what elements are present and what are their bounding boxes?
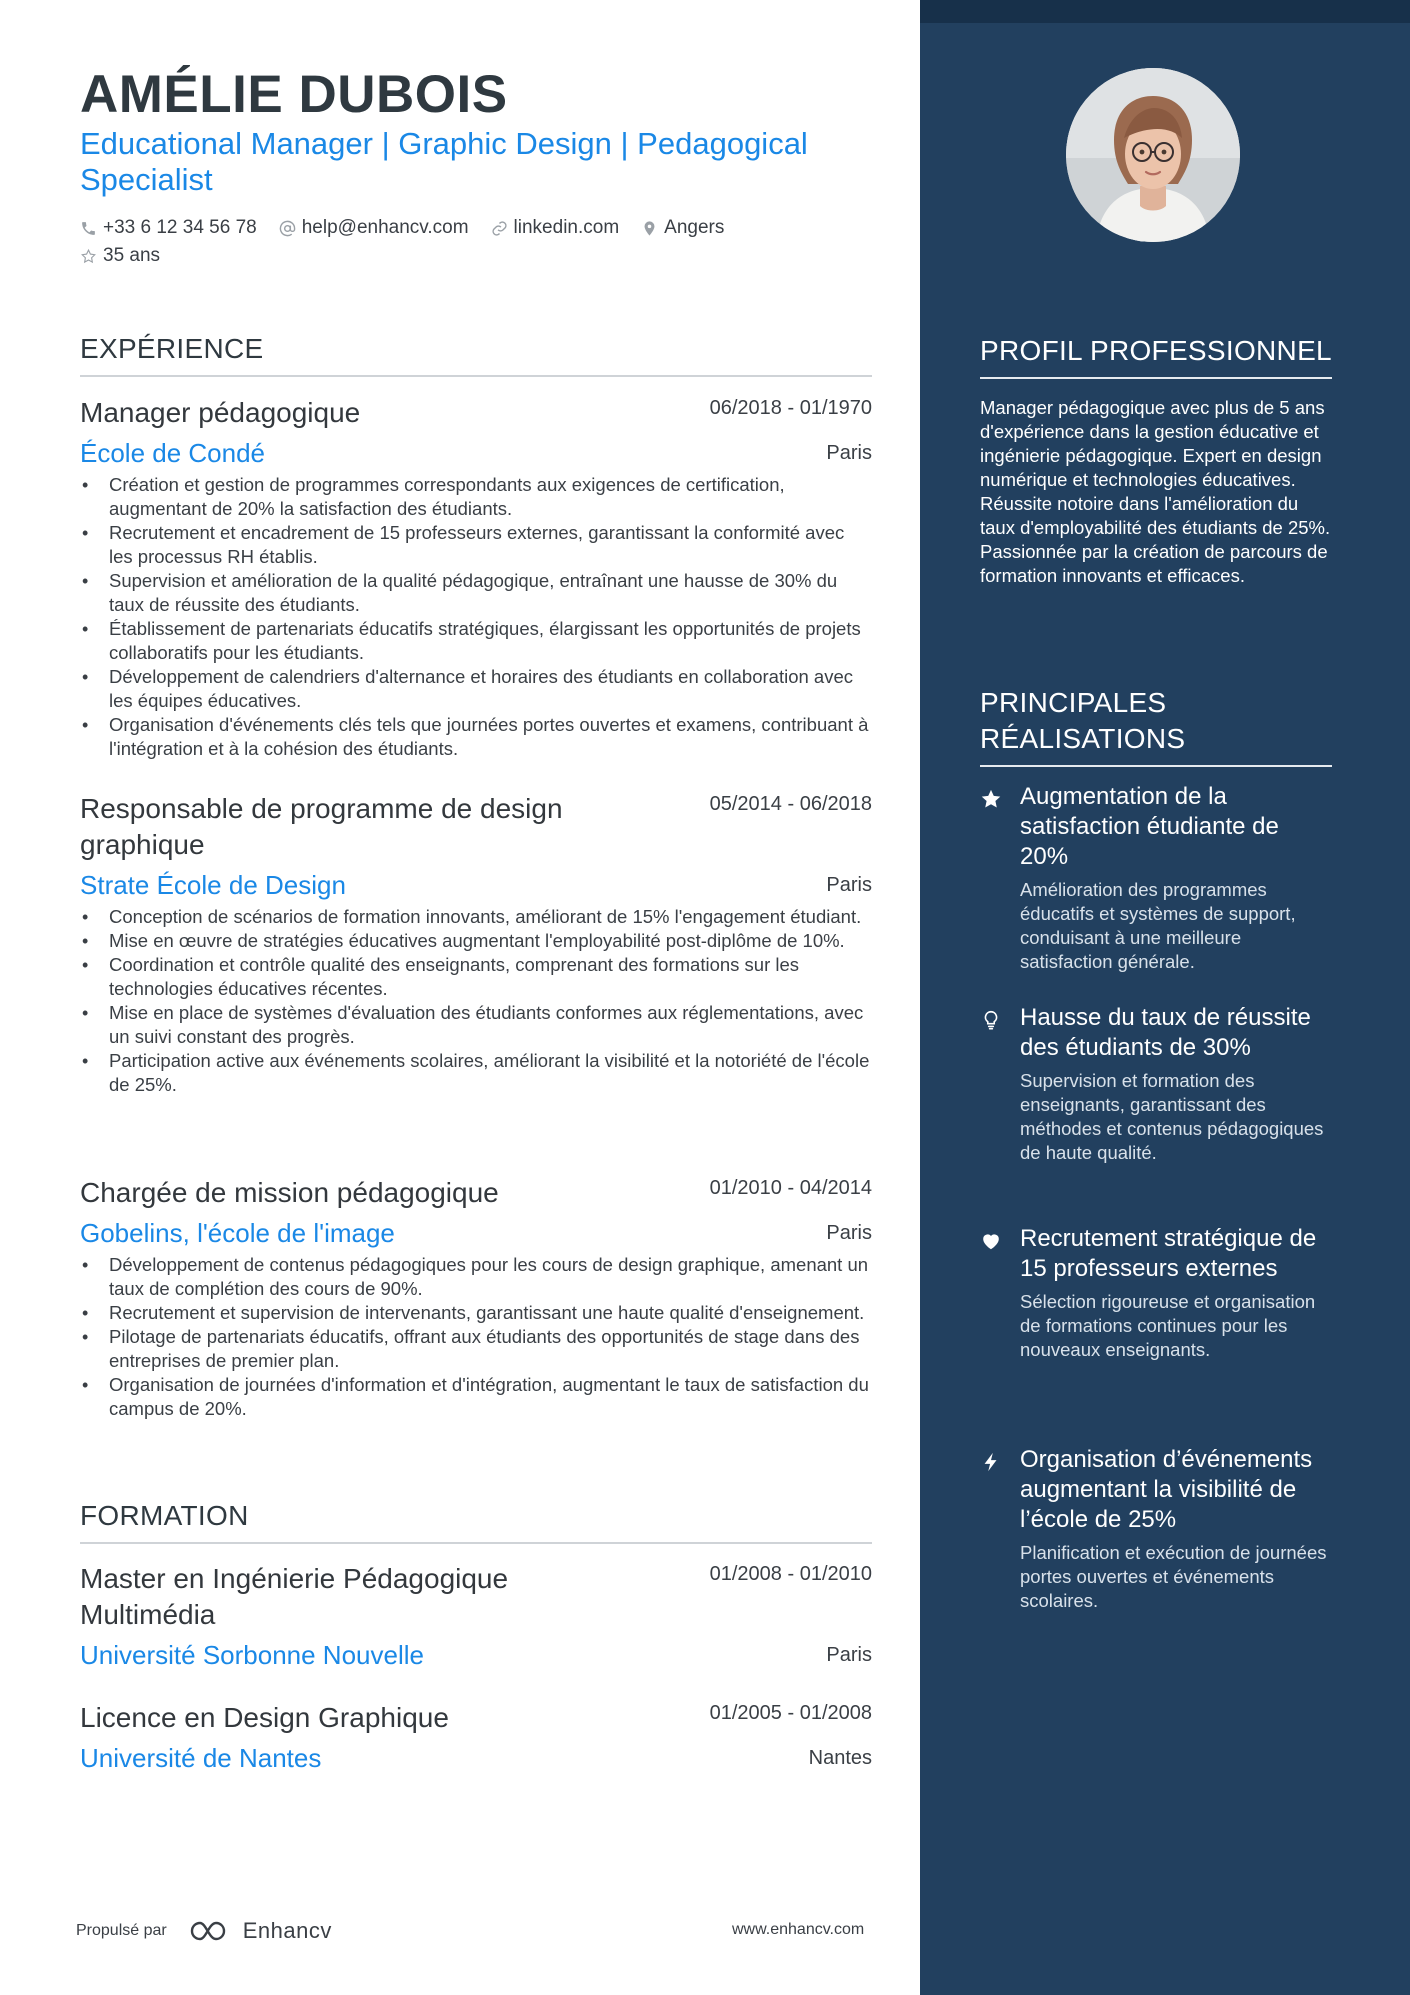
contact-email-text: help@enhancv.com <box>301 217 469 238</box>
degree-dates: 01/2005 - 01/2008 <box>709 1702 872 1724</box>
achievement-desc: Amélioration des programmes éducatifs et systèmes de support, conduisant à une meilleure satisfaction générale. <box>1020 879 1296 972</box>
star-outline-icon <box>80 248 97 265</box>
degree-dates: 01/2008 - 01/2010 <box>709 1563 872 1585</box>
job-bullet: • Établissement de partenariats éducatifs stratégiques, élargissant les opportunités de projets collaboratifs pour les étudiants. <box>80 617 872 665</box>
education-entry-1 <box>80 1561 872 1671</box>
job-title: Manager pédagogique <box>80 397 361 428</box>
contact-row-1 <box>80 217 746 239</box>
job-company[interactable]: Strate École de Design <box>80 870 346 900</box>
powered-by-label: Propulsé par <box>76 1922 167 1939</box>
job-bullets <box>80 1253 872 1421</box>
lightbulb-icon <box>980 1009 1002 1031</box>
achievement-item <box>980 782 1332 974</box>
candidate-headline: Educational Manager | Graphic Design | Pedagogical Specialist <box>80 126 808 197</box>
contact-linkedin-text: linkedin.com <box>513 217 620 238</box>
job-bullet: • Développement de calendriers d'alternance et horaires des étudiants en collaboration avec les équipes éducatives. <box>80 665 872 713</box>
candidate-name: AMÉLIE DUBOIS <box>80 65 508 124</box>
contact-email[interactable] <box>279 217 469 239</box>
degree-title: Master en Ingénierie Pédagogique Multimédia <box>80 1563 509 1630</box>
bolt-icon <box>980 1451 1002 1473</box>
achievement-item <box>980 1003 1332 1165</box>
achievement-title: Recrutement stratégique de 15 professeurs externes <box>1020 1225 1317 1282</box>
sidebar-top-bar <box>920 0 1410 23</box>
job-bullet: • Mise en place de systèmes d'évaluation des étudiants conformes aux réglementations, avec un suivi constant des progrès. <box>80 1001 872 1049</box>
contact-linkedin[interactable] <box>491 217 620 239</box>
achievement-title: Hausse du taux de réussite des étudiants de 30% <box>1020 1004 1311 1061</box>
footer-powered-by <box>76 1918 332 1944</box>
job-dates: 06/2018 - 01/1970 <box>709 397 872 419</box>
job-bullet: • Mise en œuvre de stratégies éducatives augmentant l'employabilité post-diplôme de 10%. <box>80 929 872 953</box>
phone-icon <box>80 220 97 237</box>
at-icon <box>279 220 296 237</box>
job-location: Paris <box>826 874 872 896</box>
job-bullet: • Création et gestion de programmes correspondants aux exigences de certification, augmentant de 20% la satisfaction des étudiants. <box>80 473 872 521</box>
school-name[interactable]: Université de Nantes <box>80 1743 322 1773</box>
star-icon <box>980 788 1002 810</box>
job-bullet: • Organisation d'événements clés tels que journées portes ouvertes et examens, contribuant à l'intégration et à la cohésion des étudiants. <box>80 713 872 761</box>
achievement-desc: Sélection rigoureuse et organisation de formations continues pour les nouveaux enseignants. <box>1020 1291 1316 1360</box>
education-entry-2 <box>80 1700 872 1774</box>
school-location: Nantes <box>808 1747 872 1769</box>
job-location: Paris <box>826 1222 872 1244</box>
job-bullet: • Pilotage de partenariats éducatifs, offrant aux étudiants des opportunités de stage dans des entreprises de premier plan. <box>80 1325 872 1373</box>
heart-icon <box>980 1230 1002 1252</box>
job-bullets <box>80 473 872 761</box>
job-title: Chargée de mission pédagogique <box>80 1177 499 1208</box>
sidebar-panel <box>920 0 1410 1995</box>
footer-url[interactable]: www.enhancv.com <box>732 1921 865 1938</box>
job-dates: 05/2014 - 06/2018 <box>709 793 872 815</box>
job-entry-1 <box>80 395 872 761</box>
job-bullet: • Recrutement et encadrement de 15 professeurs externes, garantissant la conformité avec les processus RH établis. <box>80 521 872 569</box>
job-bullet: • Supervision et amélioration de la qualité pédagogique, entraînant une hausse de 30% du taux de réussite des étudiants. <box>80 569 872 617</box>
job-dates: 01/2010 - 04/2014 <box>709 1177 872 1199</box>
profile-summary: Manager pédagogique avec plus de 5 ans d'expérience dans la gestion éducative et ingénierie pédagogique. Expert en design numérique et technologies éducatives. Réussite notoire dans l'amélioration du taux d'employabilité des étudiants de 25%. Passionnée par la création de parcours de formation innovants et efficaces. <box>980 397 1331 586</box>
contact-age-text: 35 ans <box>103 245 161 266</box>
achievements-section-title: PRINCIPALES RÉALISATIONS <box>980 685 1332 767</box>
link-icon <box>491 220 508 237</box>
achievement-item <box>980 1445 1332 1613</box>
job-bullet: • Organisation de journées d'information et d'intégration, augmentant le taux de satisfaction du campus de 20%. <box>80 1373 872 1421</box>
achievement-item <box>980 1224 1332 1362</box>
location-icon <box>641 220 658 237</box>
contact-age <box>80 245 160 267</box>
education-section-title: FORMATION <box>80 1500 872 1544</box>
contact-phone[interactable] <box>80 217 257 239</box>
job-company[interactable]: École de Condé <box>80 438 266 468</box>
enhancv-brand-text: Enhancv <box>242 1918 332 1943</box>
achievement-title: Augmentation de la satisfaction étudiante de 20% <box>1020 783 1279 870</box>
job-company[interactable]: Gobelins, l'école de l'image <box>80 1218 395 1248</box>
avatar <box>1066 68 1240 242</box>
job-bullet: • Recrutement et supervision de intervenants, garantissant une haute qualité d'enseignement. <box>80 1301 872 1325</box>
job-bullet: • Conception de scénarios de formation innovants, améliorant de 15% l'engagement étudiant. <box>80 905 872 929</box>
profile-section-title: PROFIL PROFESSIONNEL <box>980 333 1332 379</box>
job-location: Paris <box>826 442 872 464</box>
job-bullet: • Coordination et contrôle qualité des enseignants, comprenant des formations sur les technologies éducatives récentes. <box>80 953 872 1001</box>
job-entry-3 <box>80 1175 872 1421</box>
achievement-title: Organisation d’événements augmentant la visibilité de l’école de 25% <box>1020 1446 1313 1533</box>
degree-title: Licence en Design Graphique <box>80 1702 449 1733</box>
achievement-desc: Planification et exécution de journées portes ouvertes et événements scolaires. <box>1020 1542 1327 1611</box>
job-title: Responsable de programme de design graphique <box>80 793 563 860</box>
contact-location <box>641 217 724 239</box>
job-bullet: • Participation active aux événements scolaires, améliorant la visibilité et la notoriété de l'école de 25%. <box>80 1049 872 1097</box>
contact-row-2 <box>80 245 182 267</box>
contact-location-text: Angers <box>664 217 725 238</box>
job-entry-2 <box>80 791 872 1097</box>
achievement-desc: Supervision et formation des enseignants, garantissant des méthodes et contenus pédagogiques de haute qualité. <box>1020 1070 1324 1163</box>
school-location: Paris <box>826 1644 872 1666</box>
contact-phone-text: +33 6 12 34 56 78 <box>103 217 257 238</box>
enhancv-logo[interactable] <box>189 1918 332 1944</box>
school-name[interactable]: Université Sorbonne Nouvelle <box>80 1640 424 1670</box>
enhancv-logo-icon <box>189 1919 235 1943</box>
job-bullet: • Développement de contenus pédagogiques pour les cours de design graphique, amenant un taux de complétion des cours de 90%. <box>80 1253 872 1301</box>
experience-section-title: EXPÉRIENCE <box>80 333 872 377</box>
profile-photo <box>1066 68 1240 242</box>
job-bullets <box>80 905 872 1097</box>
